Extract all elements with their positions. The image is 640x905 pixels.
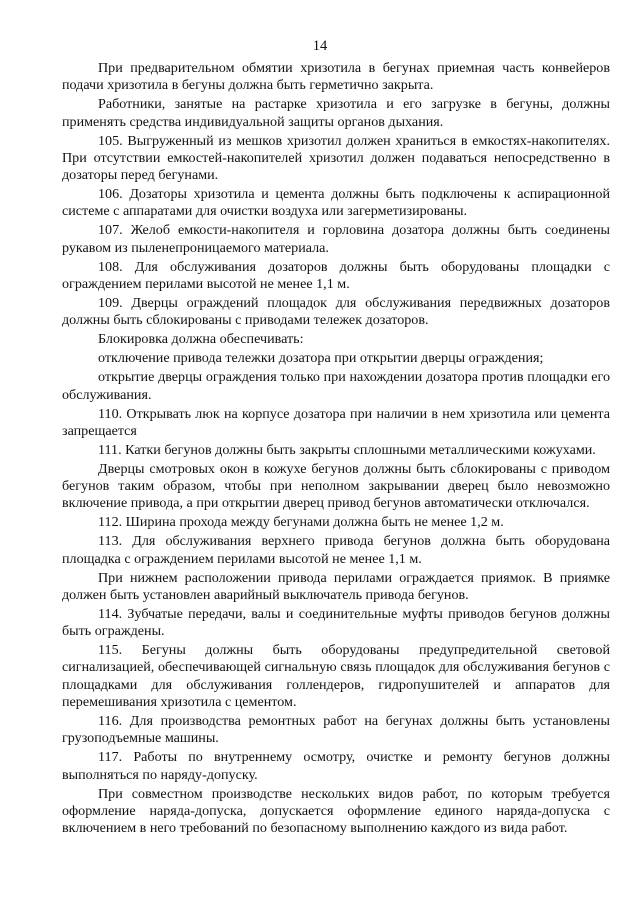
paragraph-item-116: 116. Для производства ремонтных работ на бегунах должны быть установлены грузоподъемные машины. (62, 713, 610, 747)
paragraph-item-107: 107. Желоб емкости-накопителя и горловина дозатора должны быть соединены рукавом из пыленепроницаемого материала. (62, 222, 610, 256)
document-body (62, 60, 610, 839)
paragraph-item-108: 108. Для обслуживания дозаторов должны быть оборудованы площадки с ограждением перилами высотой не менее 1,1 м. (62, 258, 610, 292)
paragraph-item-106: 106. Дозаторы хризотила и цемента должны быть подключены к аспирационной системе с аппаратами для очистки воздуха или загерметизированы. (62, 186, 610, 220)
paragraph-item-112: 112. Ширина прохода между бегунами должна быть не менее 1,2 м. (98, 514, 504, 531)
paragraph-item-114: 114. Зубчатые передачи, валы и соединительные муфты приводов бегунов должны быть ограждены. (62, 605, 610, 640)
paragraph: Дверцы смотровых окон в кожухе бегунов должны быть сблокированы с приводом бегунов таким образом, чтобы при неполном закрывании дверец было невозможно включение привода, а при открытии дверец привод бегунов автоматически отключался. (62, 460, 610, 512)
paragraph-item-113: 113. Для обслуживания верхнего привода бегунов должна быть оборудована площадка с ограждением перилами высотой не менее 1,1 м. (62, 533, 610, 567)
paragraph-item-117: 117. Работы по внутреннему осмотру, очистке и ремонту бегунов должны выполняться по наряду-допуску. (62, 749, 610, 783)
paragraph-item-110: 110. Открывать люк на корпусе дозатора при наличии в нем хризотила или цемента запрещается (62, 405, 610, 439)
paragraph-item-105: 105. Выгруженный из мешков хризотил должен храниться в емкостях-накопителях. При отсутствии емкостей-накопителей хризотил должен подаваться непосредственно в дозаторы перед бегунами. (62, 132, 610, 184)
paragraph-item-109: 109. Дверцы ограждений площадок для обслуживания передвижных дозаторов должны быть сблокированы с приводами тележек дозаторов. (62, 294, 610, 329)
paragraph: Блокировка должна обеспечивать: (98, 331, 304, 348)
paragraph: При нижнем расположении привода перилами ограждается приямок. В приямке должен быть установлен аварийный выключатель привода бегунов. (62, 569, 610, 603)
paragraph: Работники, занятые на растарке хризотила и его загрузке в бегуны, должны применять средства индивидуальной защиты органов дыхания. (62, 96, 610, 130)
page-number: 14 (312, 38, 328, 54)
paragraph: При предварительном обмятии хризотила в бегунах приемная часть конвейеров подачи хризотила в бегуны должна быть герметично закрыта. (62, 60, 610, 94)
paragraph: открытие дверцы ограждения только при нахождении дозатора против площадки его обслуживания. (62, 369, 610, 403)
paragraph: отключение привода тележки дозатора при открытии дверцы ограждения; (98, 350, 544, 367)
paragraph: При совместном производстве нескольких видов работ, по которым требуется оформление наряда-допуска, допускается оформление единого наряда-допуска с включением в него требований по безопасному выполнению каждого из вида работ. (62, 785, 610, 837)
paragraph-item-115: 115. Бегуны должны быть оборудованы предупредительной световой сигнализацией, обеспечивающей сигнальную связь площадок для обслуживания бегунов с площадками для обслуживания голлендеров, гидропушителей и аппаратов для перемешивания хризотила с цементом. (62, 642, 610, 711)
paragraph-item-111: 111. Катки бегунов должны быть закрыты сплошными металлическими кожухами. (98, 441, 596, 458)
